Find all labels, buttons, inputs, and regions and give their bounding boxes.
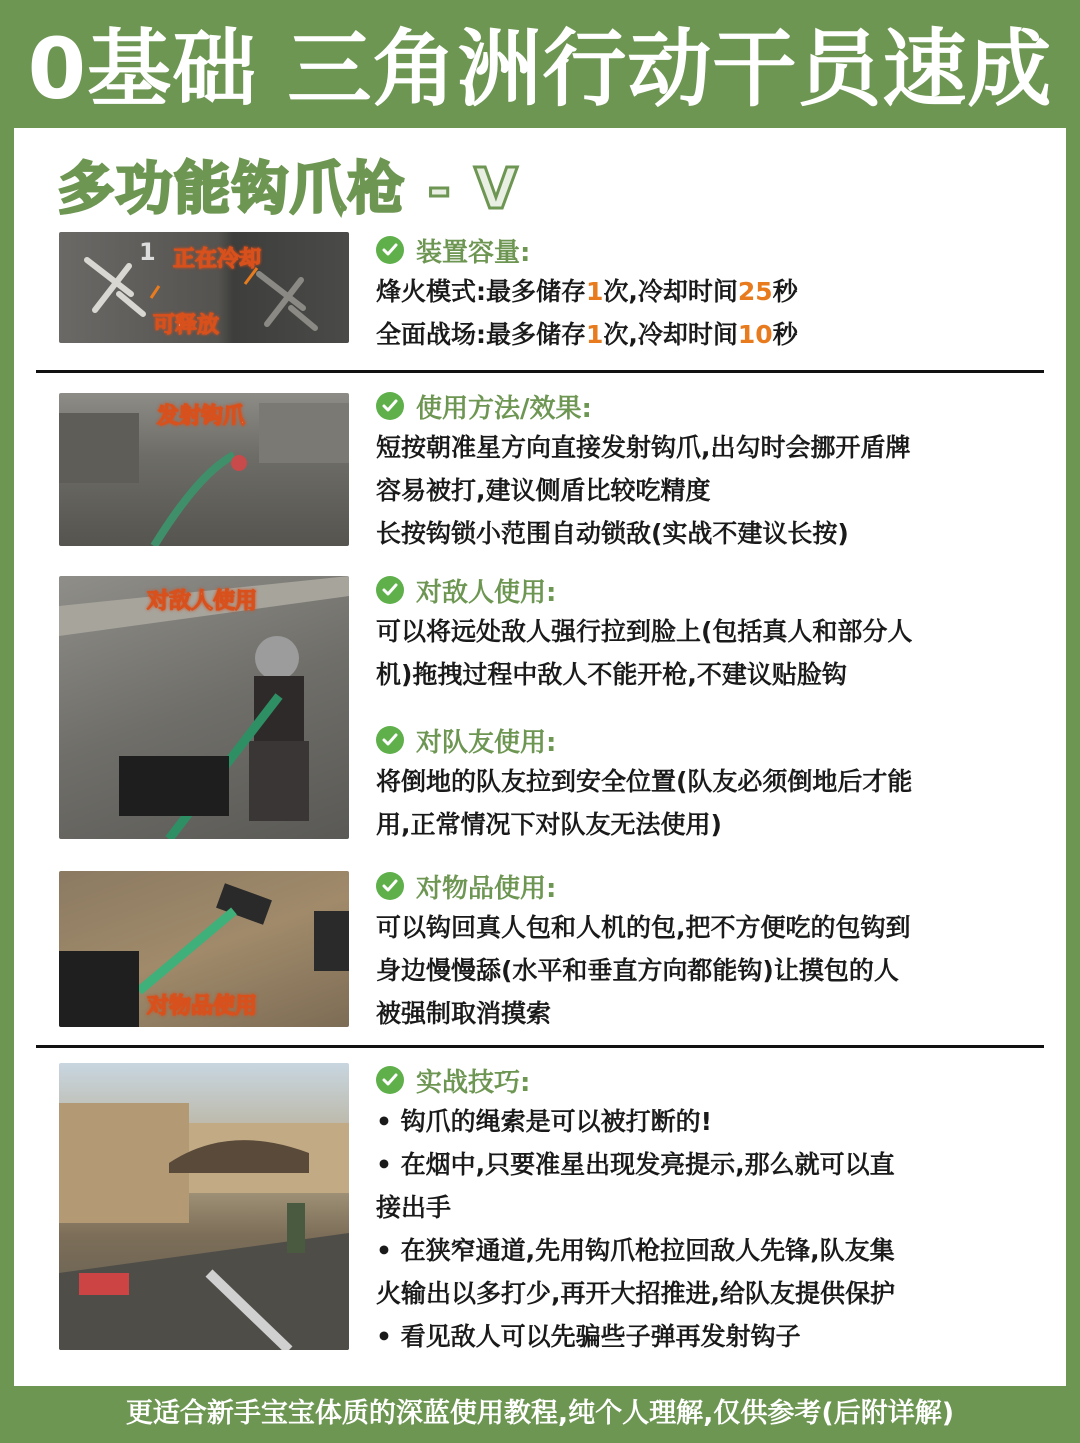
items-line: 被强制取消摸索 bbox=[376, 999, 552, 1028]
enemy-line: 可以将远处敌人强行拉到脸上(包括真人和部分人 bbox=[376, 617, 913, 646]
usage-line: 长按钩锁小范围自动锁敌(实战不建议长按) bbox=[376, 519, 849, 548]
divider bbox=[36, 1045, 1044, 1048]
teammate-line: 将倒地的队友拉到安全位置(队友必须倒地后才能 bbox=[376, 767, 913, 796]
capacity-block bbox=[376, 230, 1056, 356]
cooldown-screenshot bbox=[59, 232, 349, 343]
enemy-screenshot bbox=[59, 576, 349, 839]
check-icon bbox=[376, 236, 404, 264]
enemy-heading: 对敌人使用: bbox=[416, 577, 557, 608]
items-line: 身边慢慢舔(水平和垂直方向都能钩)让摸包的人 bbox=[376, 956, 899, 985]
check-icon bbox=[376, 1066, 404, 1094]
section-title: 多功能钩爪枪 - V bbox=[58, 157, 520, 222]
cooldown-count: 1 bbox=[139, 238, 156, 266]
usage-line: 短按朝准星方向直接发射钩爪,出勾时会挪开盾牌 bbox=[376, 433, 911, 462]
tips-line: • 钩爪的绳索是可以被打断的! bbox=[376, 1107, 713, 1136]
cooling-label: 正在冷却 bbox=[173, 247, 262, 272]
teammate-heading: 对队友使用: bbox=[416, 727, 557, 758]
launch-hook-label: 发射钩爪 bbox=[157, 404, 246, 429]
items-block bbox=[376, 866, 1056, 1035]
check-icon bbox=[376, 576, 404, 604]
items-screenshot bbox=[59, 871, 349, 1027]
tips-line: • 看见敌人可以先骗些子弹再发射钩子 bbox=[376, 1322, 801, 1351]
tips-line: • 在狭窄通道,先用钩爪枪拉回敌人先锋,队友集 bbox=[376, 1236, 895, 1265]
teammate-line: 用,正常情况下对队友无法使用) bbox=[376, 810, 722, 839]
enemy-line: 机)拖拽过程中敌人不能开枪,不建议贴脸钩 bbox=[376, 660, 847, 689]
tips-graphic bbox=[59, 1063, 349, 1350]
items-heading: 对物品使用: bbox=[416, 873, 557, 904]
capacity-line-beacon: 烽火模式:最多储存1次,冷却时间25秒 bbox=[376, 277, 798, 306]
footer-note: 更适合新手宝宝体质的深蓝使用教程,纯个人理解,仅供参考(后附详解) bbox=[125, 1398, 955, 1429]
check-icon bbox=[376, 726, 404, 754]
launch-hook-screenshot bbox=[59, 393, 349, 546]
release-label: 可释放 bbox=[153, 313, 220, 338]
tips-line: 接出手 bbox=[376, 1193, 452, 1222]
capacity-line-warfare: 全面战场:最多储存1次,冷却时间10秒 bbox=[376, 320, 798, 349]
check-icon bbox=[376, 872, 404, 900]
teammate-block bbox=[376, 720, 1056, 846]
enemy-graphic bbox=[59, 576, 349, 839]
usage-line: 容易被打,建议侧盾比较吃精度 bbox=[376, 476, 711, 505]
check-icon bbox=[376, 392, 404, 420]
capacity-heading: 装置容量: bbox=[416, 237, 531, 268]
items-line: 可以钩回真人包和人机的包,把不方便吃的包钩到 bbox=[376, 913, 911, 942]
items-label: 对物品使用 bbox=[147, 994, 258, 1019]
usage-block bbox=[376, 386, 1056, 555]
tips-block bbox=[376, 1060, 1056, 1358]
tips-line: 火输出以多打少,再开大招推进,给队友提供保护 bbox=[376, 1279, 895, 1308]
content-card bbox=[14, 128, 1066, 1386]
page-title: 0基础 三角洲行动干员速成 bbox=[27, 20, 1053, 118]
enemy-block bbox=[376, 570, 1056, 696]
divider bbox=[36, 370, 1044, 373]
usage-heading: 使用方法/效果: bbox=[416, 393, 592, 424]
tips-line: • 在烟中,只要准星出现发亮提示,那么就可以直 bbox=[376, 1150, 895, 1179]
tips-heading: 实战技巧: bbox=[416, 1067, 531, 1098]
tips-screenshot bbox=[59, 1063, 349, 1350]
enemy-label: 对敌人使用 bbox=[147, 589, 258, 614]
